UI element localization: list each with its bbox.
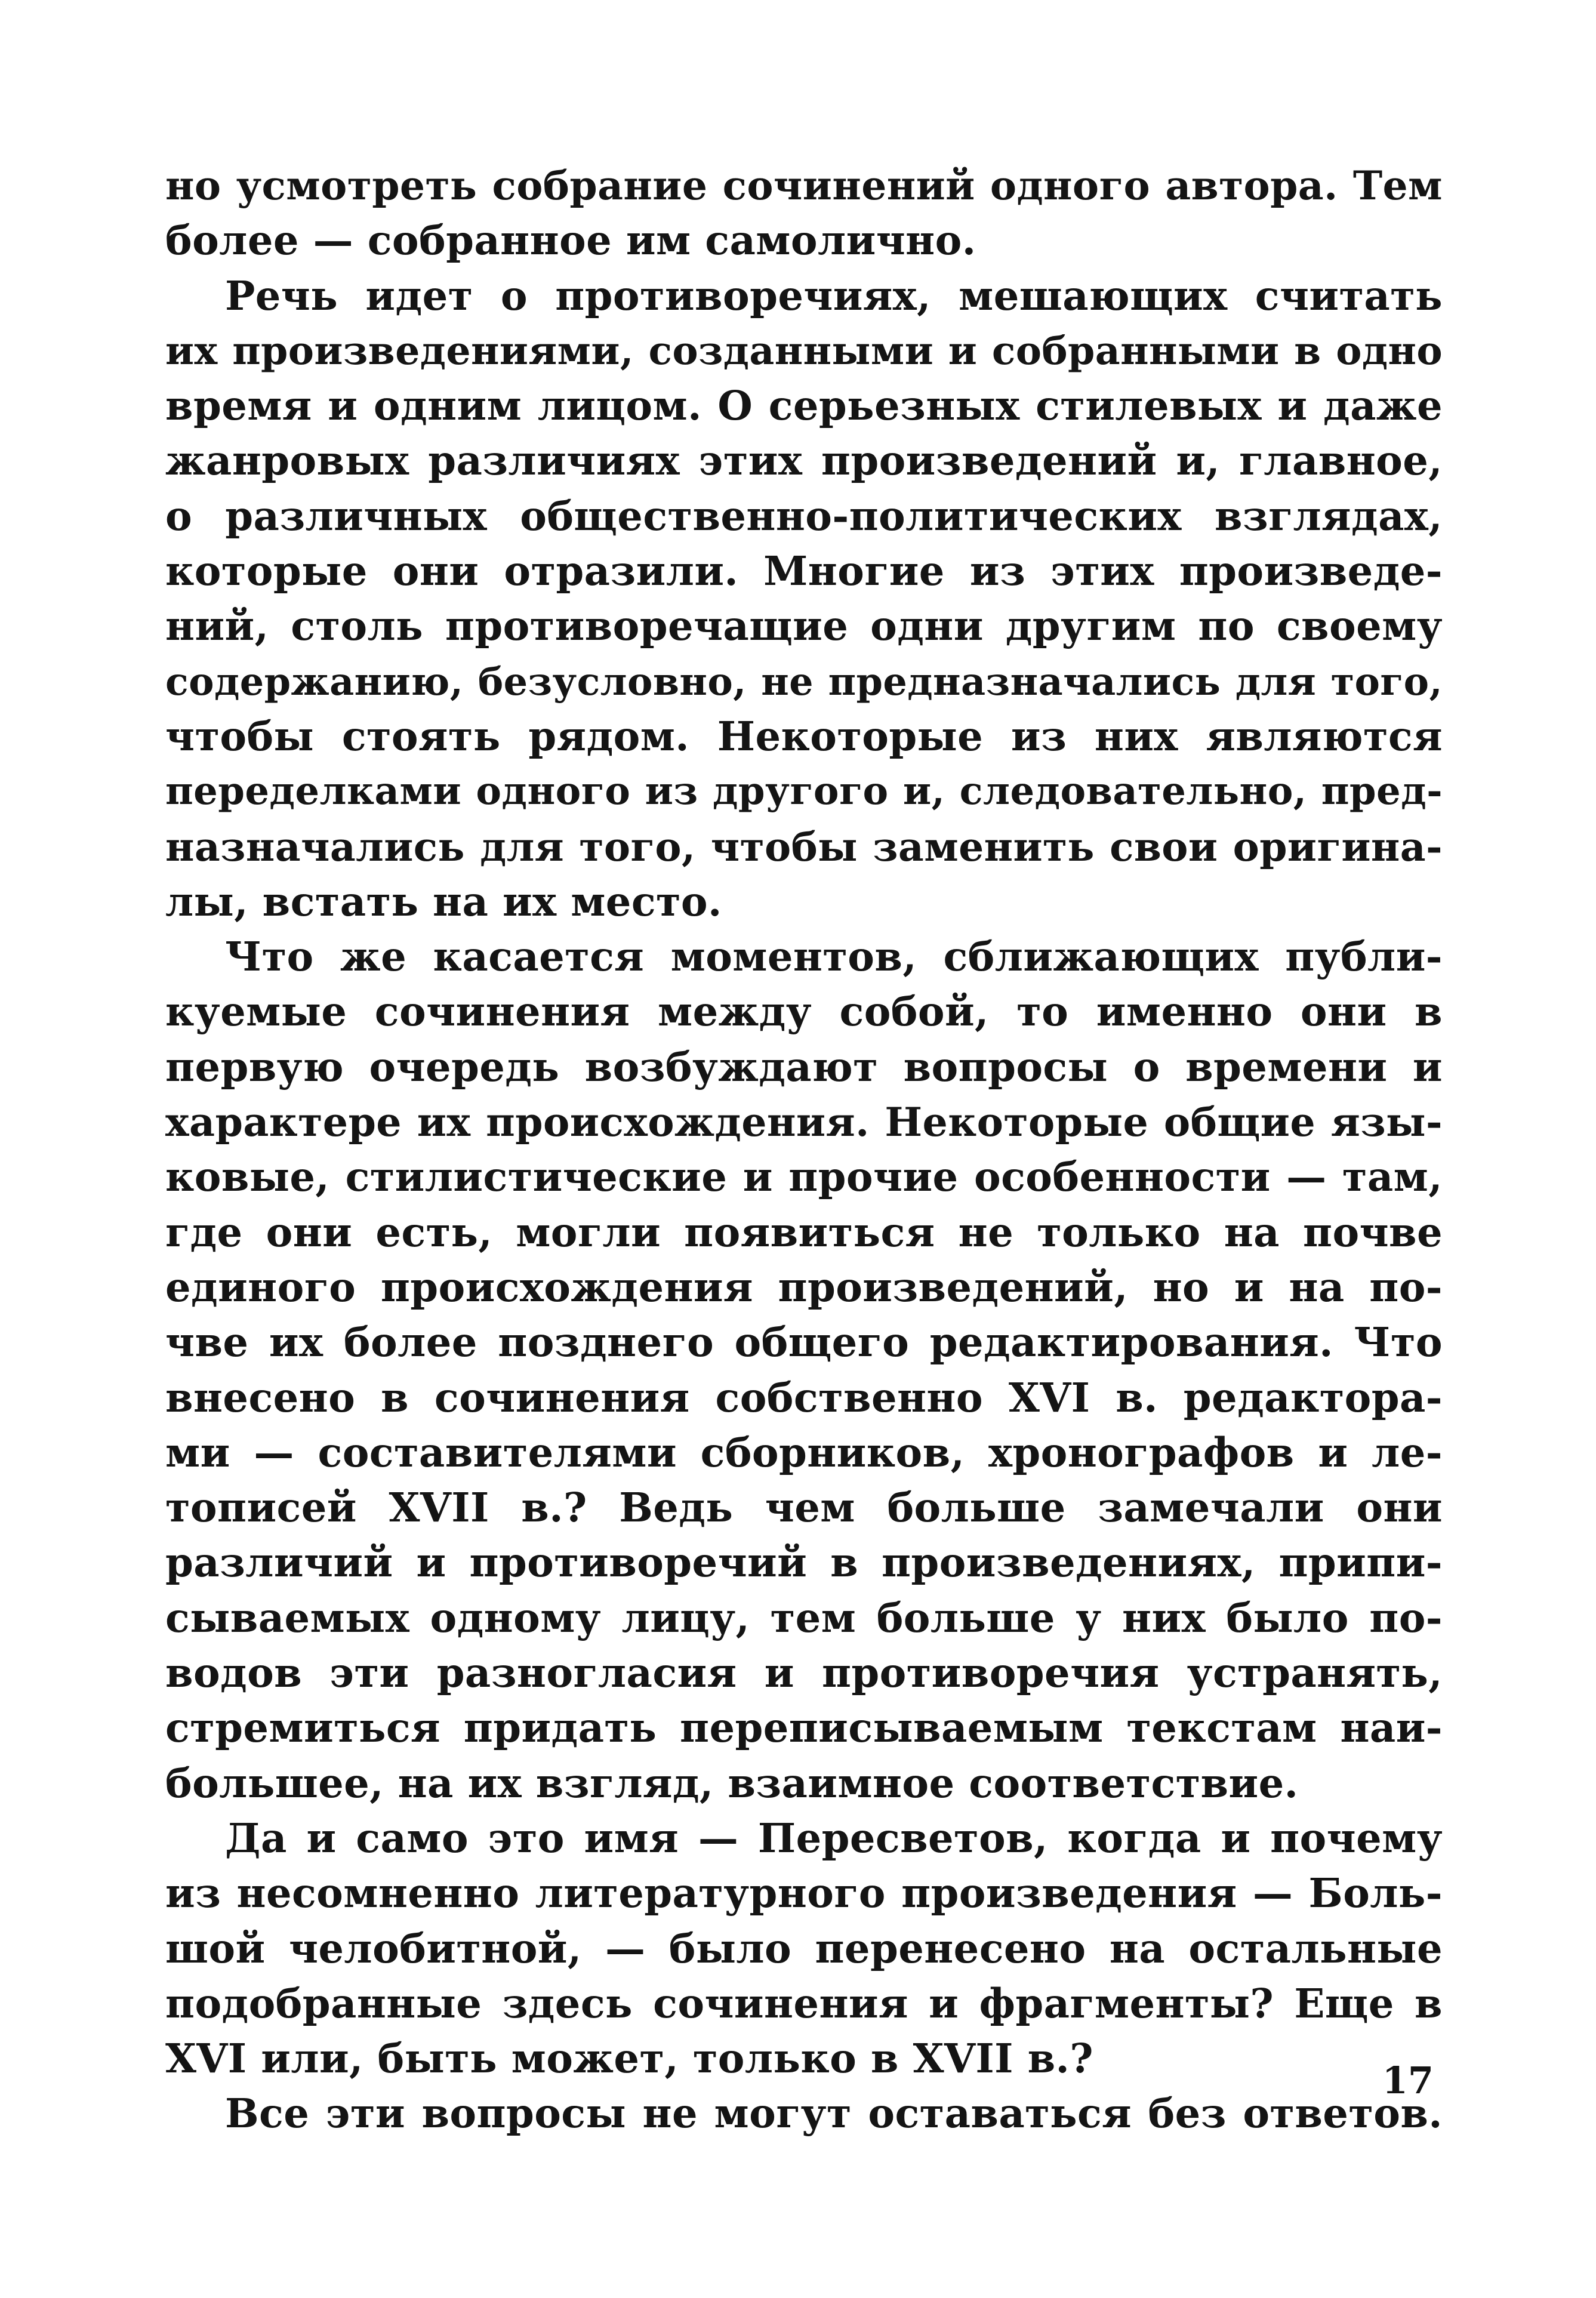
text-line: сываемых одному лицу, тем больше у них было по- [165,1594,1443,1641]
text-line: XVI или, быть может, только в XVII в.? [165,2035,1093,2083]
text-line: содержанию, безусловно, не предназначались для того, [165,658,1443,704]
text-line: назначались для того, чтобы заменить свои оригина- [165,823,1443,870]
text-line: большее, на их взгляд, взаимное соответствие. [165,1759,1299,1807]
text-line: Речь идет о противоречиях, мешающих считать [225,272,1443,319]
text-line: ковые, стилистические и прочие особенности — там, [165,1153,1443,1201]
text-line: лы, встать на их место. [165,877,722,925]
text-line: но усмотреть собрание сочинений одного автора. Тем [165,162,1443,209]
text-line: первую очередь возбуждают вопросы о времени и [165,1043,1443,1091]
text-line: Все эти вопросы не могут оставаться без ответов. [225,2090,1443,2137]
text-line: переделками одного из другого и, следовательно, пред- [165,769,1443,814]
text-line: ний, столь противоречащие одни другим по своему [165,602,1443,650]
text-line: о различных общественно-политических взглядах, [165,492,1443,540]
text-line: тописей XVII в.? Ведь чем больше замечали они [165,1484,1443,1532]
text-line: единого происхождения произведений, но и на по- [165,1263,1443,1311]
text-line: которые они отразили. Многие из этих произведе- [165,547,1443,595]
text-line: чтобы стоять рядом. Некоторые из них являются [165,712,1443,760]
text-line: шой челобитной, — было перенесено на остальные [165,1924,1443,1972]
text-line: характере их происхождения. Некоторые общие язы- [165,1099,1443,1146]
text-line: где они есть, могли появиться не только на почве [165,1208,1443,1256]
page-number: 17 [1382,2059,1434,2102]
text-line: стремиться придать переписываемым текстам наи- [165,1704,1443,1752]
text-line: более — собранное им самолично. [165,217,976,264]
text-line: куемые сочинения между собой, то именно они в [165,988,1443,1036]
body-text [165,158,1443,2142]
text-line: внесено в сочинения собственно XVI в. редактора- [165,1373,1443,1421]
text-line: время и одним лицом. О серьезных стилевых и даже [165,382,1443,430]
text-line: из несомненно литературного произведения — Боль- [165,1869,1443,1917]
text-line: чве их более позднего общего редактирования. Что [165,1319,1443,1366]
text-line: их произведениями, созданными и собранными в одно [165,328,1443,374]
text-line: жанровых различиях этих произведений и, главное, [165,437,1443,485]
text-line: подобранные здесь сочинения и фрагменты? Еще в [165,1979,1443,2027]
text-line: ми — составителями сборников, хронографов и ле- [165,1428,1443,1476]
text-line: Да и само это имя — Пересветов, когда и почему [225,1814,1443,1862]
text-line: водов эти разногласия и противоречия устранять, [165,1649,1443,1697]
text-line: различий и противоречий в произведениях, припи- [165,1539,1443,1587]
text-line: Что же касается моментов, сближающих публи- [225,933,1443,981]
